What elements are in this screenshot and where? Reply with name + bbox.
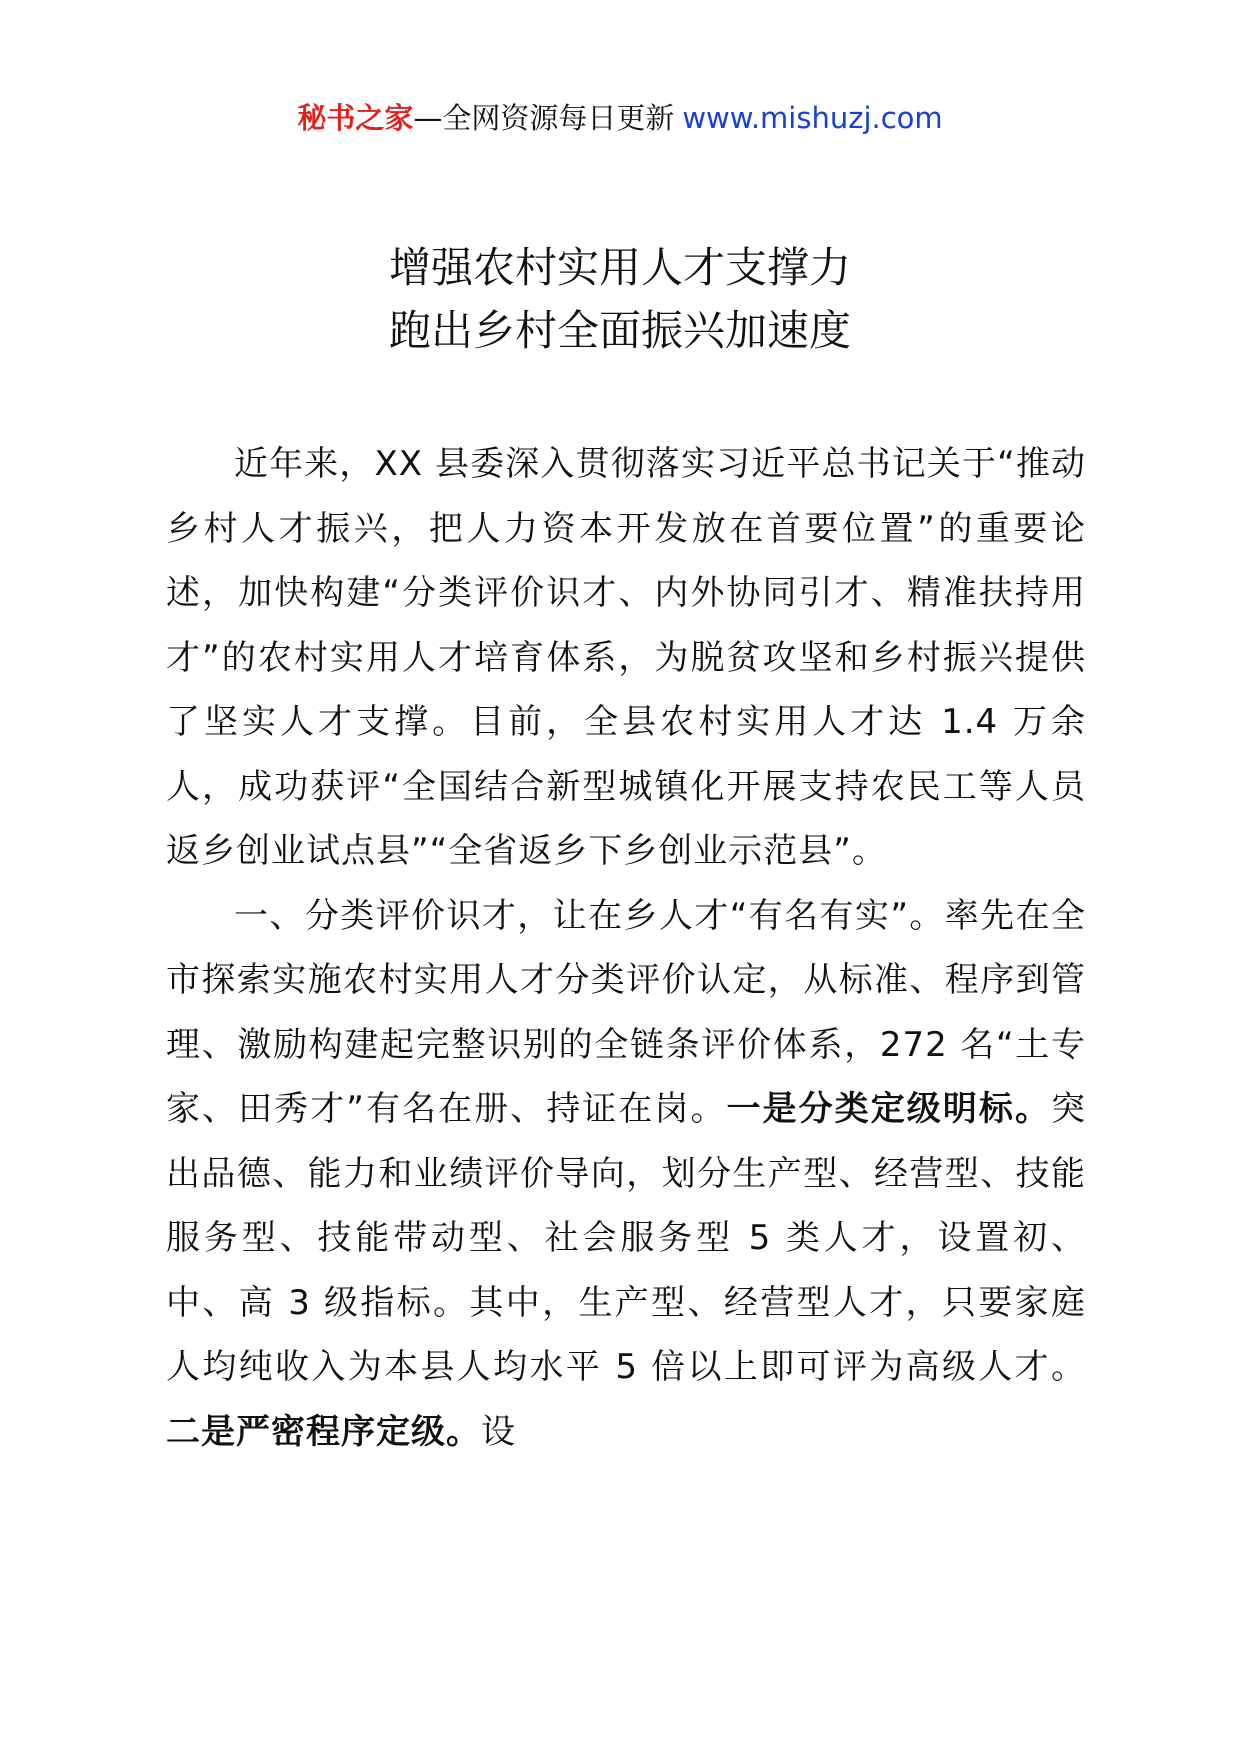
document-title [0,236,1240,362]
paragraph-section-1 [166,884,1086,1465]
point-1-text: 突出品德、能力和业绩评价导向，划分生产型、经营型、技能服务型、技能带动型、社会服务型 5 类人才，设置初、中、高 3 级指标。其中，生产型、经营型人才，只要家庭人均纯收入为本县人均水平 5 倍以上即可评为高级人才。 [166,1089,1086,1387]
point-2-text: 设 [481,1411,516,1452]
document-body [166,432,1086,1464]
title-line-1: 增强农村实用人才支撑力 [388,243,851,292]
brand-name: 秘书之家 [297,101,414,135]
point-2-heading: 二是严密程序定级。 [166,1411,481,1452]
title-line-2: 跑出乡村全面振兴加速度 [388,306,851,355]
site-url-link[interactable]: www.mishuzj.com [682,101,943,135]
point-1-heading: 一是分类定级明标。 [726,1089,1051,1129]
paragraph-intro: 近年来，XX 县委深入贯彻落实习近平总书记关于“推动乡村人才振兴，把人力资本开发放在首要位置”的重要论述，加快构建“分类评价识才、内外协同引才、精准扶持用才”的农村实用人才培育体系，为脱贫攻坚和乡村振兴提供了坚实人才支撑。目前，全县农村实用人才达 1.4 万余人，成功获评“全国结合新型城镇化开展支持农民工等人员返乡创业试点县”“全省返乡下乡创业示范县”。 [166,444,1086,871]
site-header [0,98,1240,138]
header-tagline: —全网资源每日更新 [413,101,675,135]
section-1-intro: 一、分类评价识才，让在乡人才“有名有实”。率先在全市探索实施农村实用人才分类评价认定，从标准、程序到管理、激励构建起完整识别的全链条评价体系，272 名“土专家、田秀才”有名在册、持证在岗。 [166,895,1086,1129]
